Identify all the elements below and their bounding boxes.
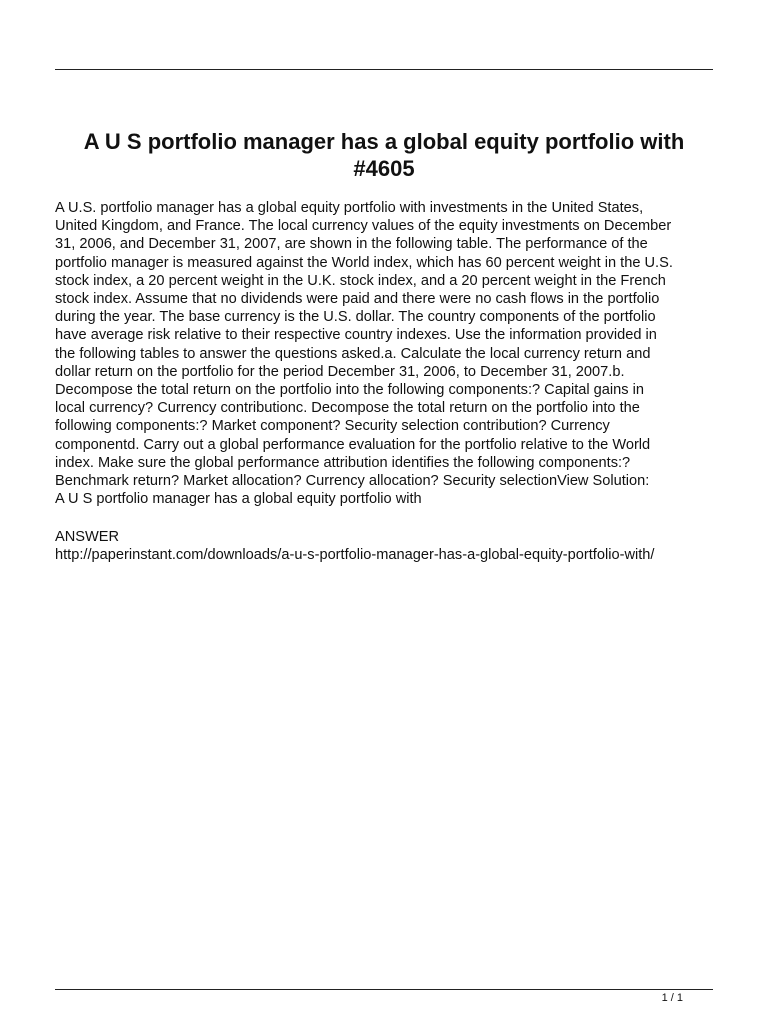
title-line-1: A U S portfolio manager has a global equity portfolio with [83,129,685,154]
body-line: United Kingdom, and France. The local currency values of the equity investments on December [55,218,672,235]
body-line: following components:? Market component? Security selection contribution? Currency [55,418,610,435]
body-line: 31, 2006, and December 31, 2007, are shown in the following table. The performance of the [55,236,648,253]
top-divider [55,69,713,70]
body-line: A U.S. portfolio manager has a global equity portfolio with investments in the United States, [55,200,644,216]
body-line: index. Make sure the global performance attribution identifies the following components:? [55,454,631,471]
body-line: the following tables to answer the questions asked.a. Calculate the local currency return and [55,345,651,362]
answer-section [55,528,715,564]
body-line: during the year. The base currency is the U.S. dollar. The country components of the portfolio [55,309,656,326]
document-title [55,128,713,182]
answer-label: ANSWER [55,529,120,545]
bottom-divider [55,989,713,990]
body-line: stock index, a 20 percent weight in the U.K. stock index, and a 20 percent weight in the French [55,272,666,289]
page-number: 1 / 1 [661,992,683,1004]
body-line: A U S portfolio manager has a global equity portfolio with [55,491,422,508]
body-line: dollar return on the portfolio for the period December 31, 2006, to December 31, 2007.b. [55,363,625,380]
answer-link[interactable]: http://paperinstant.com/downloads/a-u-s-portfolio-manager-has-a-global-equity-portfolio-with/ [55,547,655,564]
body-line: have average risk relative to their respective country indexes. Use the information provided in [55,327,657,344]
body-line: Decompose the total return on the portfolio into the following components:? Capital gains in [55,382,644,399]
body-line: componentd. Carry out a global performance evaluation for the portfolio relative to the World [55,436,651,453]
body-line: stock index. Assume that no dividends were paid and there were no cash flows in the portfolio [55,291,660,308]
title-line-2: #4605 [353,156,415,181]
body-line: Benchmark return? Market allocation? Currency allocation? Security selectionView Solution: [55,473,650,490]
body-line: portfolio manager is measured against the World index, which has 60 percent weight in the U.S. [55,254,673,271]
body-line: local currency? Currency contributionc. Decompose the total return on the portfolio into the [55,400,640,417]
question-body [55,199,715,508]
